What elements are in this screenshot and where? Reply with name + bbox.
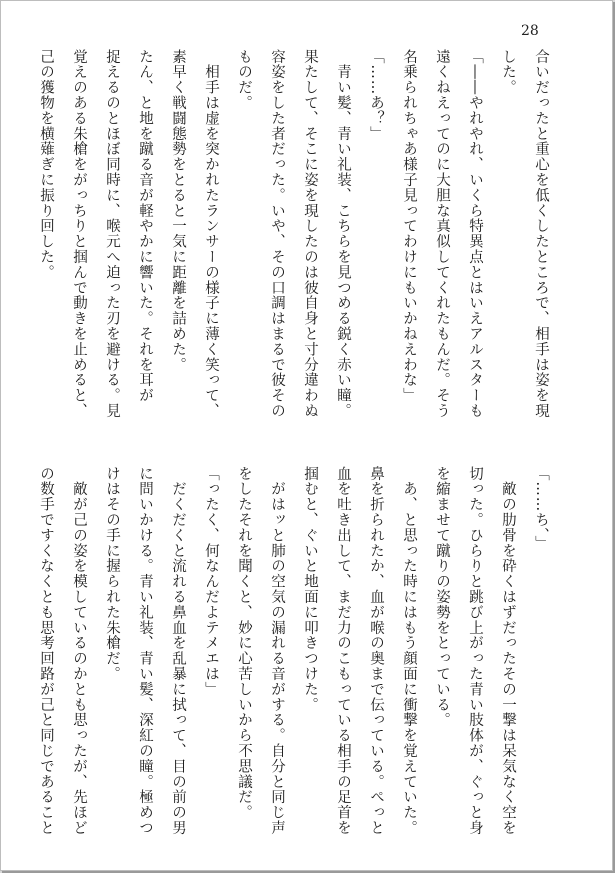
text-line: だくだくと流れる鼻血を乱暴に拭って、目の前の男 (170, 466, 186, 836)
text-line: 「ったく、何なんだよテメエは」 (203, 466, 219, 697)
lower-text-block (29, 466, 557, 846)
text-line: 鼻を折られたか、血が喉の奥まで伝っている。ぺっと (368, 466, 384, 836)
text-line: 覚えのある朱槍をがっちりと掴んで動きを止めると、 (71, 49, 87, 419)
text-line: 合いだったと重心を低くしたところで、相手は姿を現 (533, 49, 549, 419)
text-line: の数手ですくなくとも思考回路が己と同じであること (38, 466, 54, 836)
text-line: けはその手に握られた朱槍だ。 (104, 466, 120, 682)
text-line: たん、と地を蹴る音が軽やかに響いた。それを耳が (137, 49, 153, 404)
text-line: を縮ませて蹴りの姿勢をとっている。 (434, 466, 450, 728)
text-line: をしたそれを聞くと、妙に心苦しいから不思議だ。 (236, 466, 252, 821)
text-line: 敵の肋骨を砕くはずだったその一撃は呆気なく空を (500, 466, 516, 836)
text-line: ものだ。 (236, 49, 252, 111)
text-line: 敵が己の姿を模しているのかとも思ったが、先ほど (71, 466, 87, 836)
upper-text-block (29, 49, 557, 429)
text-line: 「……あ？」 (368, 49, 384, 142)
text-line: に問いかける。青い礼装、青い髪、深紅の瞳。極めつ (137, 466, 153, 836)
text-line: 果たして、そこに姿を現したのは彼自身と寸分違わぬ (302, 49, 318, 419)
text-line: 相手は虚を突かれたランサーの様子に薄く笑って、 (203, 49, 219, 419)
text-line: 「……ち、」 (533, 466, 549, 552)
text-line: がはッと肺の空気の漏れる音がする。自分と同じ声 (269, 466, 285, 836)
text-line: 己の獲物を横薙ぎに振り回した。 (38, 49, 54, 280)
text-line: 掴むと、ぐいと地面に叩きつけた。 (302, 466, 318, 713)
text-line: 切った。ひらりと跳び上がった青い肢体が、ぐっと身 (467, 466, 483, 836)
text-line: 血を吐き出して、まだ力のこもっている相手の足首を (335, 466, 351, 836)
text-line: あ、と思った時にはもう顔面に衝撃を覚えていた。 (401, 466, 417, 836)
text-line: 「――やれやれ、いくら特異点とはいえアルスターも (467, 49, 483, 419)
text-line: 遠くねえってのに大胆な真似してくれたもんだ。そう (434, 49, 450, 419)
text-line: 容姿をした者だった。いや、その口調はまるで彼その (269, 49, 285, 419)
page-number: 28 (521, 23, 539, 39)
text-line: した。 (500, 49, 516, 96)
text-line: 青い髪、青い礼装、こちらを見つめる鋭く赤い瞳。 (335, 49, 351, 419)
text-line: 名乗られちゃあ様子見ってわけにもいかねえわな」 (401, 49, 417, 404)
text-line: 素早く戦闘態勢をとると一気に距離を詰めた。 (170, 49, 186, 373)
text-line: 捉えるのとほぼ同時に、喉元へ迫った刃を避ける。見 (104, 49, 120, 419)
